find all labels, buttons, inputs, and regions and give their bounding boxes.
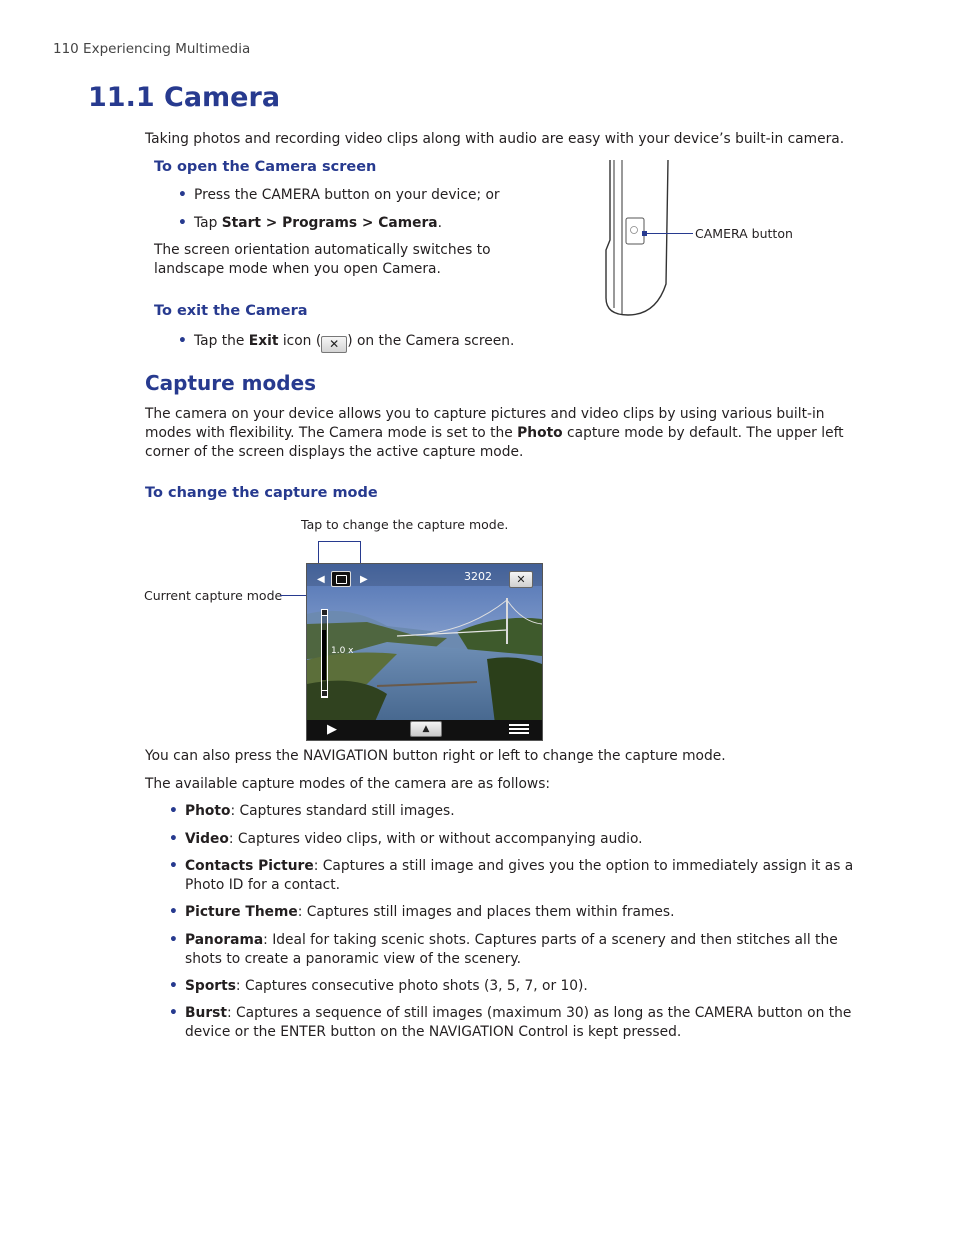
change-mode-heading: To change the capture mode [145,485,378,501]
mode-item-burst: • Burst: Captures a sequence of still images (maximum 30) as long as the CAMERA button on the device or the ENTER button on the NAVIGATION Control is kept pressed. [185,1004,865,1042]
mode-item-panorama: • Panorama: Ideal for taking scenic shots. Captures parts of a scenery and then stitches all the shots to create a panoramic view of the scenery. [185,931,865,969]
play-icon[interactable]: ▶ [327,722,337,737]
zoom-level-readout: 1.0 x [331,646,354,656]
camera-button-leader-line [641,229,695,239]
exit-camera-item: • Tap the Exit icon ( ✕ ) on the Camera screen. [194,332,614,353]
camera-screen-screenshot [306,563,543,741]
capture-modes-paragraph: The camera on your device allows you to capture pictures and video clips by using various built-in modes with flexibility. The Camera mode is set to the Photo capture mode by default. The upper left corner of the screen displays the active capture mode. [145,406,844,460]
modes-intro-paragraph: The available capture modes of the camera are as follows: [145,776,551,792]
capture-modes-heading: Capture modes [145,371,317,395]
prev-mode-arrow-icon[interactable]: ◀ [317,574,325,585]
orientation-note: The screen orientation automatically switches to landscape mode when you open Camera. [154,242,491,277]
mode-item-video: • Video: Captures video clips, with or without accompanying audio. [185,830,865,849]
camera-button-label: CAMERA button [695,226,793,241]
open-camera-item-2: • Tap Start > Programs > Camera. [194,214,594,233]
zoom-in-icon[interactable] [321,609,328,616]
current-mode-callout-label: Current capture mode [144,588,283,603]
mode-item-picture-theme: • Picture Theme: Captures still images and places them within frames. [185,903,865,922]
open-camera-item-1: • Press the CAMERA button on your device; or [194,186,594,205]
section-title: 11.1 Camera [88,82,281,113]
running-header: 110 Experiencing Multimedia [53,41,251,57]
open-camera-heading: To open the Camera screen [154,159,377,175]
mode-item-photo: • Photo: Captures standard still images. [185,802,865,821]
zoom-slider-track-fill [322,630,326,680]
exit-camera-heading: To exit the Camera [154,303,308,319]
next-mode-arrow-icon[interactable]: ▶ [360,574,368,585]
photo-mode-icon[interactable] [331,571,351,587]
settings-menu-icon[interactable] [509,724,529,734]
mode-item-sports: • Sports: Captures consecutive photo shots (3, 5, 7, or 10). [185,977,865,996]
exit-icon: ✕ [321,336,347,353]
tap-callout-label: Tap to change the capture mode. [301,517,509,532]
navigation-paragraph: You can also press the NAVIGATION button right or left to change the capture mode. [145,748,726,764]
exit-icon[interactable]: ✕ [509,571,533,588]
mode-item-contacts-picture: • Contacts Picture: Captures a still image and gives you the option to immediately assign it as a Photo ID for a contact. [185,857,865,895]
menu-up-icon[interactable]: ▲ [410,721,442,737]
zoom-out-icon[interactable] [321,690,328,697]
remaining-shots-counter: 3202 [464,570,492,583]
intro-paragraph: Taking photos and recording video clips along with audio are easy with your device’s built-in camera. [145,131,845,147]
